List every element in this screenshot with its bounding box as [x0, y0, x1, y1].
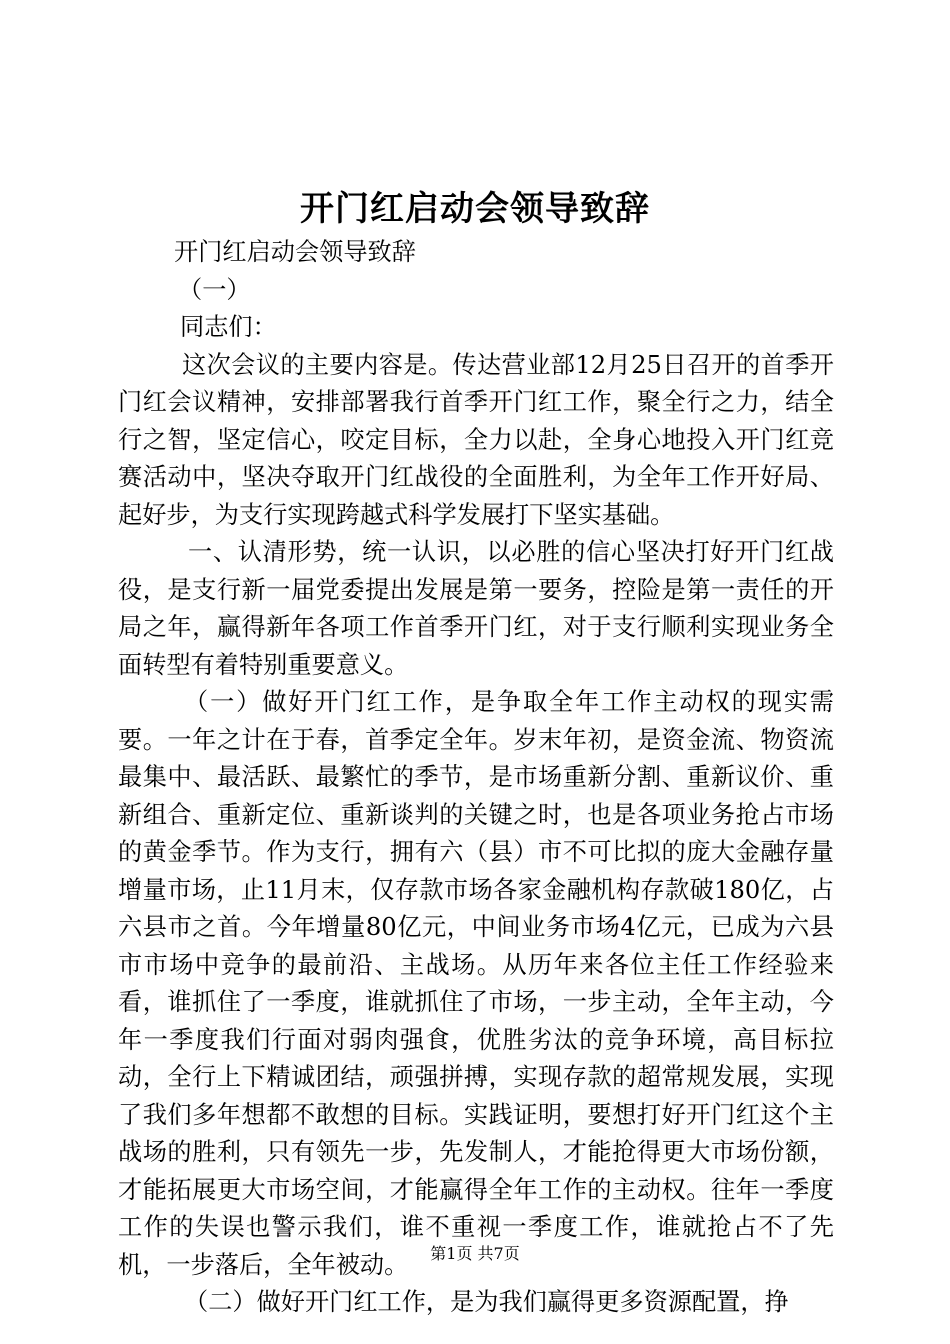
page-footer: 第1页 共7页 [430, 1244, 520, 1263]
paragraph: 一、认清形势，统一认识，以必胜的信心坚决打好开门红战役，是支行新一届党委提出发展是第一要务，控险是第一责任的开局之年，赢得新年各项工作首季开门红，对于支行顺利实现业务全面转型有着特别重要意义。 [118, 538, 834, 679]
paragraph: （二）做好开门红工作，是为我们赢得更多资源配置，挣 [184, 1288, 789, 1316]
document-body [118, 234, 834, 1322]
salutation: 同志们： [180, 313, 277, 341]
paragraph: 这次会议的主要内容是。传达营业部12月25日召开的首季开门红会议精神，安排部署我行首季开门红工作，聚全行之力，结全行之智，坚定信心，咬定目标，全力以赴，全身心地投入开门红竞赛活动中，坚决夺取开门红战役的全面胜利，为全年工作开好局、起好步，为支行实现跨越式科学发展打下坚实基础。 [118, 350, 834, 529]
section-marker: （一） [178, 275, 251, 304]
paragraph: （一）做好开门红工作，是争取全年工作主动权的现实需要。一年之计在于春，首季定全年。岁末年初，是资金流、物资流最集中、最活跃、最繁忙的季节，是市场重新分割、重新议价、重新组合、重新定位、重新谈判的关键之时，也是各项业务抢占市场的黄金季节。作为支行，拥有六（县）市不可比拟的庞大金融存量增量市场，止11月末，仅存款市场各家金融机构存款破180亿，占六县市之首。今年增量80亿元，中间业务市场4亿元，已成为六县市市场中竞争的最前沿、主战场。从历年来各位主任工作经验来看，谁抓住了一季度，谁就抓住了市场，一步主动，全年主动，今年一季度我们行面对弱肉强食，优胜劣汰的竞争环境，高目标拉动，全行上下精诚团结，顽强拼搏，实现存款的超常规发展，实现了我们多年想都不敢想的目标。实践证明，要想打好开门红这个主战场的胜利，只有领先一步，先发制人，才能抢得更大市场份额，才能拓展更大市场空间，才能赢得全年工作的主动权。往年一季度工作的失误也警示我们，谁不重视一季度工作，谁就抢占不了先机，一步落后，全年被动。 [118, 688, 834, 1279]
document-title: 开门红启动会领导致辞 [300, 189, 650, 229]
document-subtitle: 开门红启动会领导致辞 [174, 238, 416, 266]
